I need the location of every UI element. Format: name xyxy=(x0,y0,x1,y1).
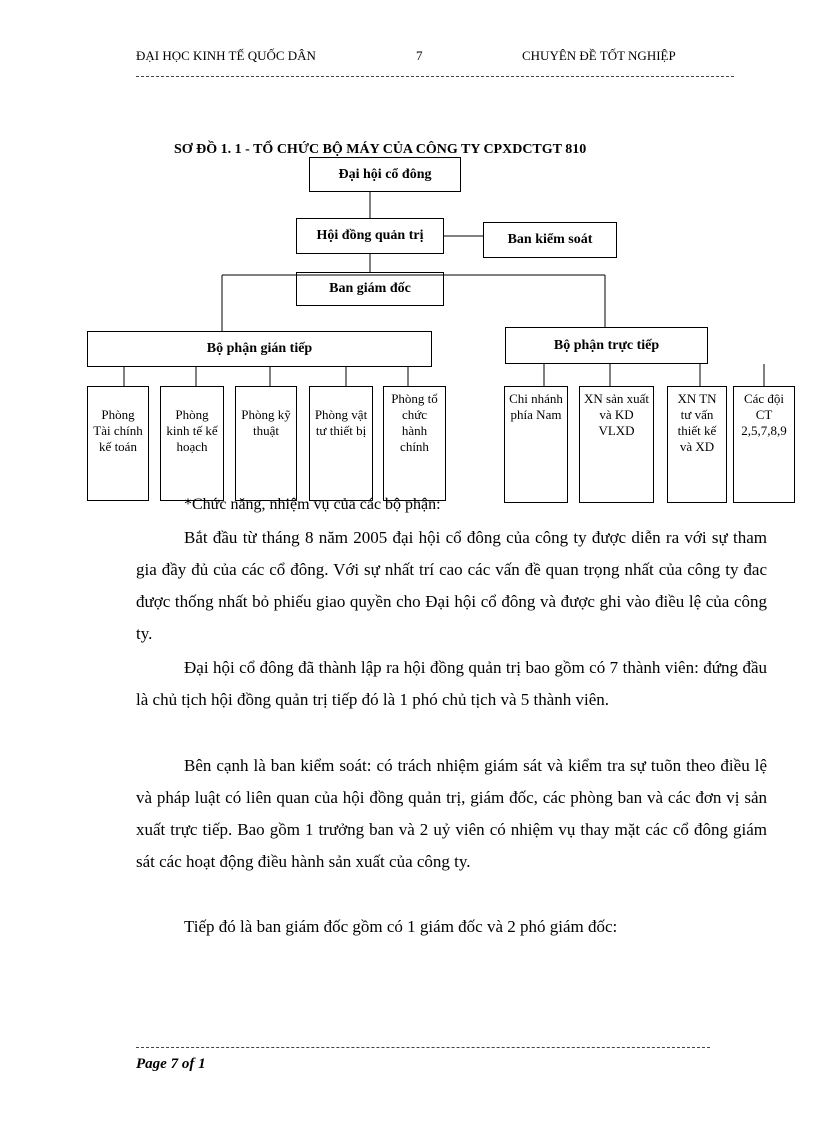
node-supervisory: Ban kiểm soát xyxy=(483,222,617,258)
unit-construction-teams: Các đội CT 2,5,7,8,9 xyxy=(733,386,795,503)
header-page-number: 7 xyxy=(416,48,423,63)
paragraph-4: Tiếp đó là ban giám đốc gồm có 1 giám đốc và 2 phó giám đốc: xyxy=(184,917,618,936)
unit-design-consulting: XN TN tư vấn thiết kế và XD xyxy=(667,386,727,503)
paragraph-3: Bên cạnh là ban kiểm soát: có trách nhiệm giám sát và kiểm tra sự tuõn theo điều lệ và pháp luật có liên quan của hội đồng quản trị, giám đốc, các phòng ban và các đơn vị sản xuất trực tiếp. Bao gồm 1 trưởng ban và 2 uỷ viên có nhiệm vụ thay mặt các cổ đông giám sát các hoạt động điều hành sản xuất của công ty. xyxy=(136,756,767,871)
unit-production-materials: XN sản xuất và KD VLXD xyxy=(579,386,654,503)
footer-page-label: Page 7 of 1 xyxy=(136,1056,206,1072)
unit-economic-planning: Phòng kinh tế kế hoạch xyxy=(160,386,224,501)
header-left: ĐẠI HỌC KINH TẾ QUỐC DÂN xyxy=(136,48,316,63)
section-heading: *Chức năng, nhiệm vụ của các bộ phận: xyxy=(184,496,441,513)
unit-materials-equipment: Phòng vật tư thiết bị xyxy=(309,386,373,501)
unit-technical: Phòng kỹ thuật xyxy=(235,386,297,501)
node-board: Hội đồng quản trị xyxy=(296,218,444,254)
diagram-title: SƠ ĐỒ 1. 1 - TỔ CHỨC BỘ MÁY CỦA CÔNG TY CPXDCTGT 810 xyxy=(174,142,587,157)
footer-divider xyxy=(136,1047,710,1048)
unit-southern-branch: Chi nhánh phía Nam xyxy=(504,386,568,503)
unit-admin-organization: Phòng tổ chức hành chính xyxy=(383,386,446,501)
paragraph-2: Đại hội cổ đông đã thành lập ra hội đồng quản trị bao gồm có 7 thành viên: đứng đầu là chủ tịch hội đồng quản trị tiếp đó là 1 phó chủ tịch và 5 thành viên. xyxy=(136,658,767,709)
paragraph-1: Bắt đầu từ tháng 8 năm 2005 đại hội cổ đông của công ty được diễn ra với sự tham gia đầy đủ của các cổ đông. Với sự nhất trí cao các vấn đề quan trọng nhất của công ty đac được thống nhất bỏ phiếu giao quyền cho Đại hội cổ đông và được ghi vào điều lệ của công ty. xyxy=(136,528,767,643)
node-shareholders: Đại hội cổ đông xyxy=(309,157,461,192)
node-indirect-dept: Bộ phận gián tiếp xyxy=(87,331,432,367)
unit-finance-accounting: Phòng Tài chính kế toán xyxy=(87,386,149,501)
header-right: CHUYÊN ĐỀ TỐT NGHIỆP xyxy=(522,48,676,63)
node-directors: Ban giám đốc xyxy=(296,272,444,306)
node-direct-dept: Bộ phận trực tiếp xyxy=(505,327,708,364)
